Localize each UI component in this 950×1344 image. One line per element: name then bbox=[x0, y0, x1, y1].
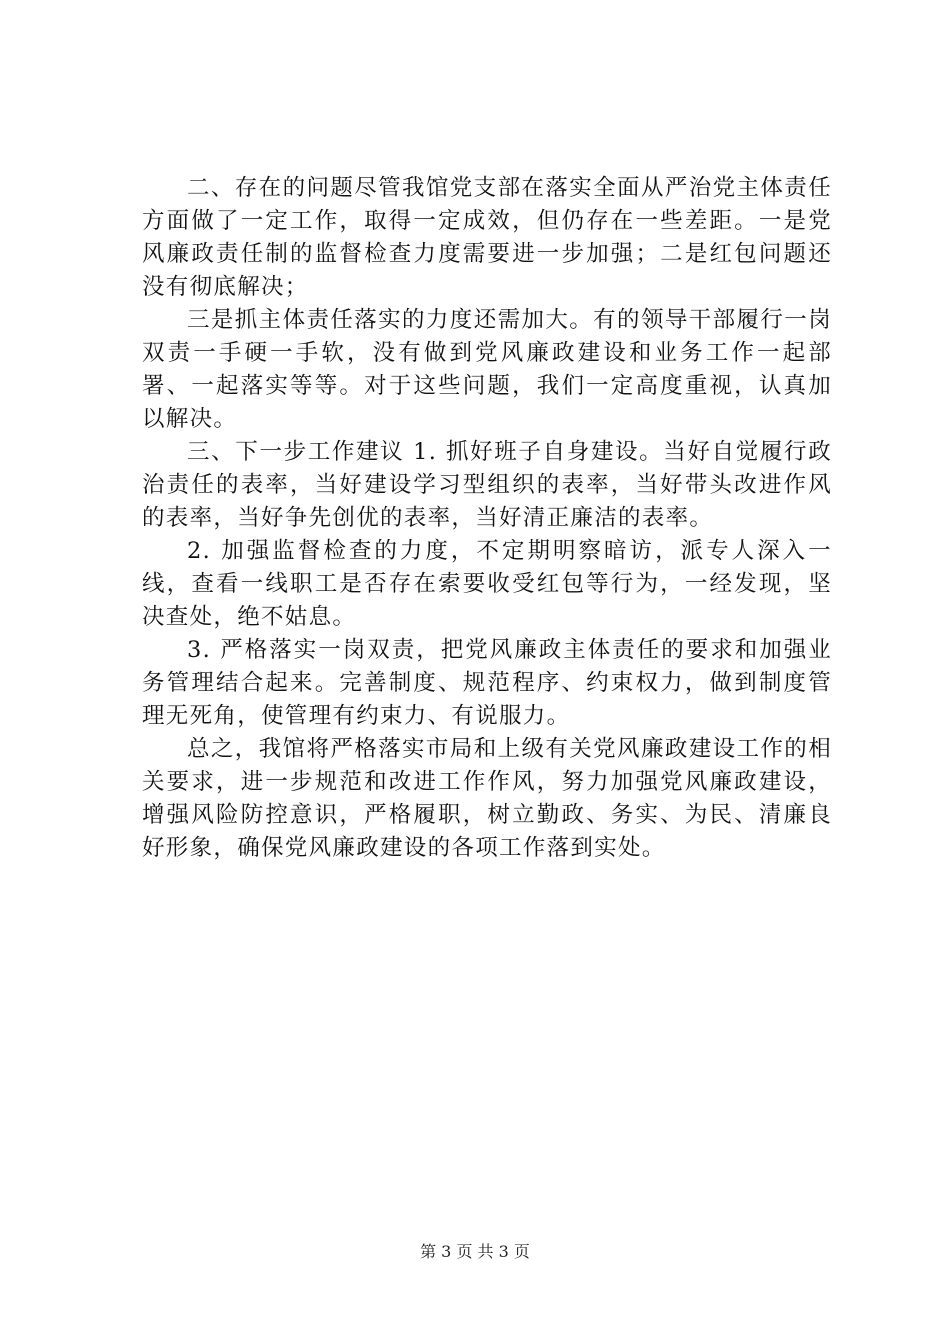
paragraph-responsibility: 三是抓主体责任落实的力度还需加大。有的领导干部履行一岗双责一手硬一手软，没有做到党风廉政建设和业务工作一起部署、一起落实等等。对于这些问题，我们一定高度重视，认真加以解决。 bbox=[142, 307, 832, 432]
paragraph-duties: 3. 严格落实一岗双责，把党风廉政主体责任的要求和加强业务管理结合起来。完善制度、规范程序、约束权力，做到制度管理无死角，使管理有约束力、有说服力。 bbox=[142, 637, 832, 729]
paragraph-problems: 二、存在的问题尽管我馆党支部在落实全面从严治党主体责任方面做了一定工作，取得一定成效，但仍存在一些差距。一是党风廉政责任制的监督检查力度需要进一步加强；二是红包问题还没有彻底解决； bbox=[142, 175, 832, 300]
document-body bbox=[142, 172, 832, 865]
paragraph-suggestions: 三、下一步工作建议 1. 抓好班子自身建设。当好自觉履行政治责任的表率，当好建设学习型组织的表率，当好带头改进作风的表率，当好争先创优的表率，当好清正廉洁的表率。 bbox=[142, 439, 832, 531]
paragraph-supervision: 2. 加强监督检查的力度，不定期明察暗访，派专人深入一线，查看一线职工是否存在索要收受红包等行为，一经发现，坚决查处，绝不姑息。 bbox=[142, 538, 832, 630]
page-footer: 第 3 页 共 3 页 bbox=[420, 1242, 530, 1261]
paragraph-conclusion: 总之，我馆将严格落实市局和上级有关党风廉政建设工作的相关要求，进一步规范和改进工作作风，努力加强党风廉政建设，增强风险防控意识，严格履职，树立勤政、务实、为民、清廉良好形象，确保党风廉政建设的各项工作落到实处。 bbox=[142, 736, 832, 861]
